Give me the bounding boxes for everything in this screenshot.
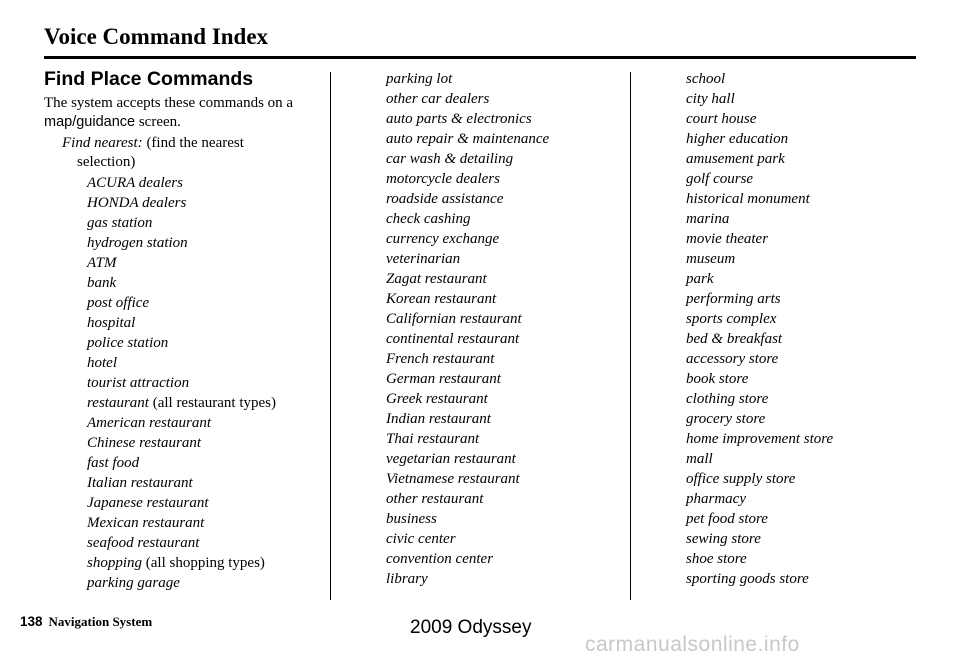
command-item — [87, 273, 324, 293]
command-text: court house — [686, 111, 757, 127]
command-text: German restaurant — [386, 371, 501, 387]
command-text: Vietnamese restaurant — [386, 471, 520, 487]
command-item — [87, 193, 324, 213]
command-item — [386, 109, 626, 129]
command-text: sewing store — [686, 531, 761, 547]
footer-page — [20, 614, 152, 630]
command-list-2 — [386, 69, 626, 589]
page-number: 138 — [20, 614, 43, 629]
command-item — [686, 509, 916, 529]
command-text: ACURA dealers — [87, 175, 183, 191]
column-3 — [686, 69, 916, 589]
command-item — [686, 149, 916, 169]
command-text: motorcycle dealers — [386, 171, 500, 187]
command-text: home improvement store — [686, 431, 834, 447]
command-text: grocery store — [686, 411, 766, 427]
command-item — [87, 293, 324, 313]
command-item — [386, 269, 626, 289]
command-text: Indian restaurant — [386, 411, 491, 427]
book-title: Navigation System — [48, 614, 153, 629]
command-item — [87, 353, 324, 373]
command-text: Californian restaurant — [386, 311, 522, 327]
command-item — [686, 289, 916, 309]
command-text: check cashing — [386, 211, 471, 227]
command-text: other restaurant — [386, 491, 484, 507]
command-item — [386, 449, 626, 469]
command-text: park — [686, 271, 714, 287]
command-text: sports complex — [686, 311, 777, 327]
watermark: carmanualsonline.info — [585, 633, 800, 656]
command-item — [686, 329, 916, 349]
command-item — [686, 469, 916, 489]
command-item — [686, 229, 916, 249]
command-text: Thai restaurant — [386, 431, 480, 447]
command-item — [686, 529, 916, 549]
command-text: hydrogen station — [87, 235, 188, 251]
footer-model: 2009 Odyssey — [410, 617, 532, 638]
command-text: bank — [87, 275, 117, 291]
command-text: pharmacy — [686, 491, 746, 507]
column-divider-2 — [630, 72, 631, 600]
command-text: marina — [686, 211, 730, 227]
command-item — [87, 373, 324, 393]
command-text: other car dealers — [386, 91, 490, 107]
command-item — [87, 473, 324, 493]
command-text: auto parts & electronics — [386, 111, 532, 127]
command-item — [87, 253, 324, 273]
command-text: Zagat restaurant — [386, 271, 487, 287]
command-item — [686, 69, 916, 89]
command-item — [386, 429, 626, 449]
command-text: vegetarian restaurant — [386, 451, 516, 467]
column-2 — [386, 69, 626, 589]
command-text: book store — [686, 371, 749, 387]
command-text: sporting goods store — [686, 571, 809, 587]
command-item — [686, 409, 916, 429]
command-item — [386, 309, 626, 329]
command-item — [686, 389, 916, 409]
intro-text — [44, 94, 324, 132]
command-text: city hall — [686, 91, 735, 107]
command-item — [386, 389, 626, 409]
section-title: Find Place Commands — [44, 68, 254, 90]
command-item — [87, 493, 324, 513]
command-text: shoe store — [686, 551, 747, 567]
command-text: continental restaurant — [386, 331, 520, 347]
command-text: auto repair & maintenance — [386, 131, 550, 147]
command-note: (all shopping types) — [145, 555, 265, 571]
command-item — [686, 169, 916, 189]
command-text: accessory store — [686, 351, 779, 367]
command-item — [386, 229, 626, 249]
command-item — [386, 209, 626, 229]
command-item — [686, 129, 916, 149]
command-item — [87, 393, 324, 413]
command-text: Italian restaurant — [87, 475, 193, 491]
command-text: higher education — [686, 131, 789, 147]
command-text: amusement park — [686, 151, 785, 167]
find-nearest-line — [62, 134, 324, 172]
command-text: Chinese restaurant — [87, 435, 202, 451]
command-item — [87, 553, 324, 573]
command-text: Korean restaurant — [386, 291, 497, 307]
command-text: school — [686, 71, 726, 87]
command-text: business — [386, 511, 437, 527]
command-item — [386, 529, 626, 549]
command-item — [87, 513, 324, 533]
command-item — [386, 69, 626, 89]
intro-after: screen. — [135, 114, 181, 130]
page-title: Voice Command Index — [44, 24, 269, 49]
command-item — [87, 533, 324, 553]
column-1 — [44, 68, 324, 593]
command-text: shopping — [87, 555, 143, 571]
command-item — [686, 109, 916, 129]
command-item — [386, 349, 626, 369]
command-text: parking lot — [386, 71, 453, 87]
command-text: currency exchange — [386, 231, 500, 247]
command-text: civic center — [386, 531, 456, 547]
command-text: mall — [686, 451, 713, 467]
command-text: Mexican restaurant — [87, 515, 205, 531]
command-text: museum — [686, 251, 736, 267]
command-text: historical monument — [686, 191, 810, 207]
command-text: fast food — [87, 455, 140, 471]
command-text: bed & breakfast — [686, 331, 783, 347]
command-text: restaurant — [87, 395, 149, 411]
command-text: parking garage — [87, 575, 180, 591]
command-item — [686, 309, 916, 329]
command-item — [686, 549, 916, 569]
command-list-3 — [686, 69, 916, 589]
command-item — [87, 233, 324, 253]
command-item — [386, 329, 626, 349]
command-text: tourist attraction — [87, 375, 190, 391]
command-item — [386, 169, 626, 189]
command-item — [386, 289, 626, 309]
command-text: office supply store — [686, 471, 796, 487]
command-item — [87, 173, 324, 193]
command-item — [87, 333, 324, 353]
command-item — [686, 269, 916, 289]
command-item — [686, 429, 916, 449]
command-item — [386, 189, 626, 209]
command-text: Japanese restaurant — [87, 495, 209, 511]
command-item — [87, 453, 324, 473]
command-text: post office — [87, 295, 150, 311]
command-item — [386, 409, 626, 429]
command-item — [386, 489, 626, 509]
command-item — [686, 189, 916, 209]
column-divider-1 — [330, 72, 331, 600]
command-item — [386, 129, 626, 149]
command-text: seafood restaurant — [87, 535, 200, 551]
command-item — [686, 349, 916, 369]
command-item — [386, 89, 626, 109]
command-item — [686, 249, 916, 269]
command-list-1 — [87, 173, 324, 593]
command-item — [386, 469, 626, 489]
command-text: veterinarian — [386, 251, 461, 267]
command-item — [386, 569, 626, 589]
command-text: convention center — [386, 551, 494, 567]
command-item — [686, 569, 916, 589]
command-text: hotel — [87, 355, 117, 371]
command-item — [686, 489, 916, 509]
command-text: Greek restaurant — [386, 391, 488, 407]
intro-before: The system accepts these commands on a — [44, 95, 294, 111]
command-text: French restaurant — [386, 351, 495, 367]
command-item — [386, 549, 626, 569]
command-item — [386, 509, 626, 529]
command-item — [686, 89, 916, 109]
command-text: police station — [87, 335, 169, 351]
command-text: ATM — [87, 255, 117, 271]
command-note: (all restaurant types) — [152, 395, 276, 411]
command-text: HONDA dealers — [87, 195, 187, 211]
command-item — [686, 209, 916, 229]
command-item — [386, 369, 626, 389]
command-text: clothing store — [686, 391, 769, 407]
command-text: roadside assistance — [386, 191, 504, 207]
command-item — [87, 413, 324, 433]
header-rule — [44, 56, 916, 59]
find-nearest-note-2: selection) — [77, 154, 136, 170]
command-text: performing arts — [686, 291, 781, 307]
command-item — [87, 573, 324, 593]
command-item — [87, 313, 324, 333]
command-item — [87, 433, 324, 453]
find-nearest-label: Find nearest: — [62, 135, 143, 151]
find-nearest-note-1: (find the nearest — [146, 135, 244, 151]
command-item — [386, 249, 626, 269]
command-text: movie theater — [686, 231, 769, 247]
command-item — [686, 449, 916, 469]
command-item — [87, 213, 324, 233]
intro-screen: map/guidance — [44, 114, 136, 130]
command-text: pet food store — [686, 511, 768, 527]
command-text: golf course — [686, 171, 754, 187]
command-item — [686, 369, 916, 389]
command-text: car wash & detailing — [386, 151, 514, 167]
command-text: gas station — [87, 215, 153, 231]
command-item — [386, 149, 626, 169]
command-text: American restaurant — [87, 415, 212, 431]
command-text: hospital — [87, 315, 136, 331]
command-text: library — [386, 571, 428, 587]
